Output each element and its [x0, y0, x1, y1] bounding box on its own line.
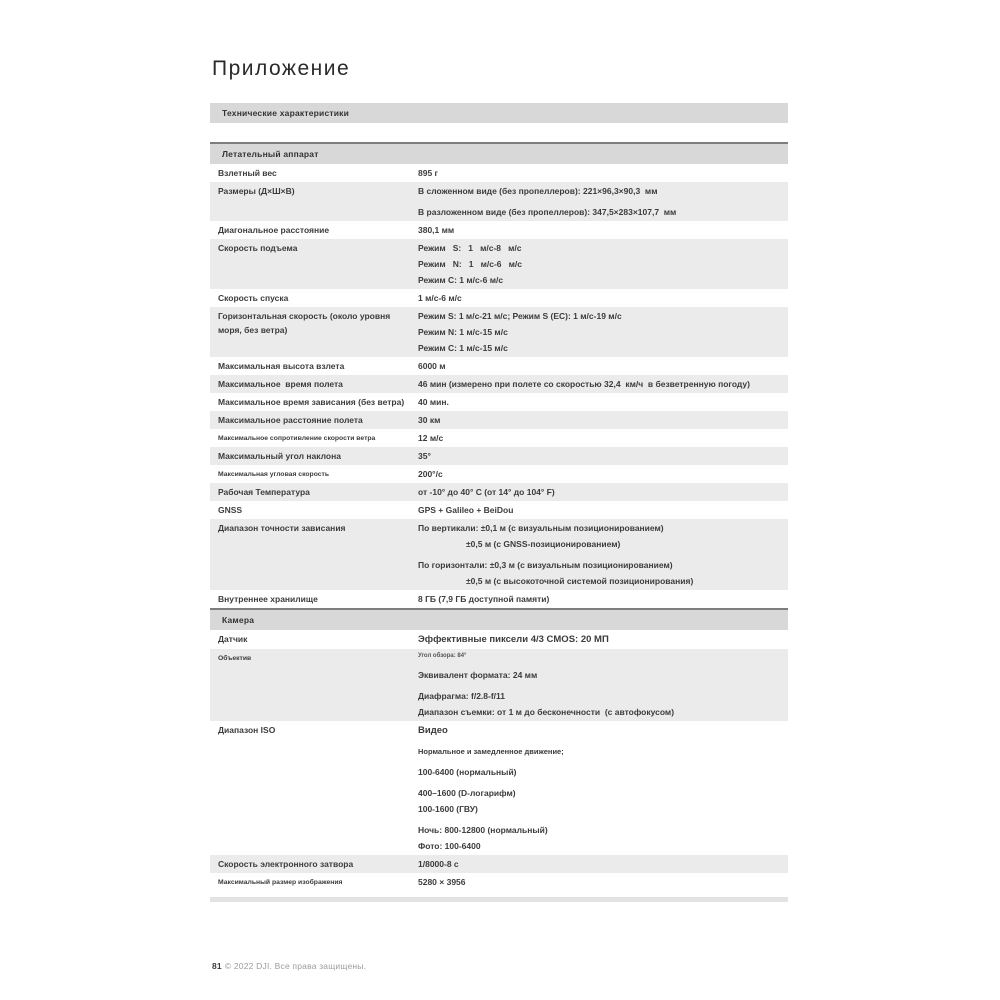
spec-label: Максимальное расстояние полета	[218, 415, 363, 425]
value-line: Режим S: 1 м/с-8 м/с	[418, 243, 522, 253]
value-line: Режим N: 1 м/с-15 м/с	[418, 327, 508, 337]
spec-value	[418, 222, 788, 238]
table-row	[210, 164, 788, 182]
value-line: 40 мин.	[418, 397, 449, 407]
spec-value	[418, 183, 788, 220]
table-row	[210, 519, 788, 590]
spec-value	[418, 631, 788, 648]
spec-value	[418, 165, 788, 181]
value-line: 8 ГБ (7,9 ГБ доступной памяти)	[418, 594, 550, 604]
value-line: Режим C: 1 м/с-15 м/с	[418, 343, 508, 353]
spec-value	[418, 484, 788, 500]
value-line: Видео	[418, 725, 448, 736]
value-line: Режим C: 1 м/с-6 м/с	[418, 275, 504, 285]
value-line: 12 м/с	[418, 433, 444, 443]
value-line: ±0,5 м (с GNSS-позиционированием)	[466, 539, 621, 549]
spec-value	[418, 412, 788, 428]
value-line: 100-6400 (нормальный)	[418, 767, 517, 777]
value-line: 100-1600 (ГВУ)	[418, 804, 478, 814]
value-line: 400–1600 (D-логарифм)	[418, 788, 516, 798]
value-line: Нормальное и замедленное движение;	[418, 747, 564, 756]
spec-label: GNSS	[218, 505, 243, 515]
table-row	[210, 873, 788, 891]
specs-table	[210, 142, 788, 891]
spec-label: Максимальная угловая скорость	[218, 471, 330, 478]
value-line: 1/8000-8 с	[418, 859, 459, 869]
section-header: Камера	[210, 608, 788, 630]
specs-content	[210, 103, 788, 902]
spec-value	[418, 448, 788, 464]
value-line: По вертикали: ±0,1 м (с визуальным позиционированием)	[418, 523, 664, 533]
spec-value	[418, 722, 788, 854]
value-line: GPS + Galileo + BeiDou	[418, 505, 514, 515]
spec-label: Максимальный угол наклона	[218, 451, 341, 461]
table-row	[210, 590, 788, 608]
table-row	[210, 357, 788, 375]
spec-label: Диапазон точности зависания	[218, 523, 346, 533]
spec-label: Скорость спуска	[218, 293, 289, 303]
spec-value	[418, 520, 788, 589]
section-header: Летательный аппарат	[210, 142, 788, 164]
spec-label: Скорость подъема	[218, 243, 298, 253]
footer	[212, 961, 366, 971]
value-line: 5280 × 3956	[418, 877, 466, 887]
value-line: Режим S: 1 м/с-21 м/с; Режим S (EC): 1 м/с-19 м/с	[418, 311, 622, 321]
spec-value	[418, 650, 788, 720]
spec-label: Диагональное расстояние	[218, 225, 330, 235]
table-row	[210, 855, 788, 873]
value-line: ±0,5 м (с высокоточной системой позиционирования)	[466, 576, 694, 586]
spec-label: Максимальное сопротивление скорости ветра	[218, 435, 376, 442]
table-row	[210, 447, 788, 465]
table-row	[210, 239, 788, 289]
page-number: 81	[212, 961, 222, 971]
table-row	[210, 182, 788, 221]
spec-label: Взлетный вес	[218, 168, 277, 178]
spec-value	[418, 430, 788, 446]
spec-label: Горизонтальная скорость (около уровня моря, без ветра)	[218, 311, 393, 335]
spec-label: Максимальная высота взлета	[218, 361, 345, 371]
spec-label: Размеры (Д×Ш×В)	[218, 186, 295, 196]
table-row	[210, 221, 788, 239]
spec-label: Максимальное время полета	[218, 379, 343, 389]
spec-label: Объектив	[218, 655, 252, 662]
value-line: 380,1 мм	[418, 225, 455, 235]
spec-value	[418, 358, 788, 374]
value-line: 895 г	[418, 168, 439, 178]
table-row	[210, 501, 788, 519]
spec-value	[418, 466, 788, 482]
table-row	[210, 649, 788, 721]
value-line: 6000 м	[418, 361, 446, 371]
spec-label: Рабочая Температура	[218, 487, 310, 497]
spec-value	[418, 376, 788, 392]
value-line: 30 км	[418, 415, 441, 425]
value-line: Эквивалент формата: 24 мм	[418, 670, 538, 680]
value-line: В разложенном виде (без пропеллеров): 347,5×283×107,7 мм	[418, 207, 677, 217]
value-line: Режим N: 1 м/с-6 м/с	[418, 259, 522, 269]
table-row	[210, 411, 788, 429]
table-row	[210, 375, 788, 393]
spec-label: Скорость электронного затвора	[218, 859, 354, 869]
table-row	[210, 721, 788, 855]
table-row	[210, 393, 788, 411]
page-title: Приложение	[212, 57, 351, 80]
spec-label: Максимальное время зависания (без ветра)	[218, 397, 405, 407]
value-line: В сложенном виде (без пропеллеров): 221×96,3×90,3 мм	[418, 186, 658, 196]
value-line: Эффективные пиксели 4/3 CMOS: 20 МП	[418, 634, 609, 645]
spec-value	[418, 394, 788, 410]
table-row	[210, 307, 788, 357]
spec-value	[418, 856, 788, 872]
spec-value	[418, 308, 788, 356]
value-line: 1 м/с-6 м/с	[418, 293, 462, 303]
value-line: Диафрагма: f/2.8-f/11	[418, 691, 506, 701]
table-row	[210, 465, 788, 483]
spec-label: Диапазон ISO	[218, 725, 276, 735]
value-line: 35°	[418, 451, 431, 461]
value-line: По горизонтали: ±0,3 м (с визуальным позиционированием)	[418, 560, 673, 570]
specs-header-bar: Технические характеристики	[210, 103, 788, 123]
spec-value	[418, 874, 788, 890]
value-line: Угол обзора: 84°	[418, 653, 467, 659]
spec-value	[418, 591, 788, 607]
value-line: Ночь: 800-12800 (нормальный)	[418, 825, 548, 835]
value-line: 46 мин (измерено при полете со скоростью 32,4 км/ч в безветренную погоду)	[418, 379, 750, 389]
value-line: Фото: 100-6400	[418, 841, 481, 851]
spec-value	[418, 240, 788, 288]
table-row	[210, 483, 788, 501]
next-page-row-sliver	[210, 897, 788, 902]
value-line: 200°/с	[418, 469, 443, 479]
spec-value	[418, 502, 788, 518]
spec-label: Датчик	[218, 634, 248, 644]
table-row	[210, 630, 788, 649]
spec-label: Внутреннее хранилище	[218, 594, 318, 604]
table-row	[210, 289, 788, 307]
spec-label: Максимальный размер изображения	[218, 879, 343, 886]
table-row	[210, 429, 788, 447]
value-line: от -10° до 40° C (от 14° до 104° F)	[418, 487, 555, 497]
spec-value	[418, 290, 788, 306]
copyright-text: © 2022 DJI. Все права защищены.	[224, 961, 367, 971]
value-line: Диапазон съемки: от 1 м до бесконечности (с автофокусом)	[418, 707, 675, 717]
